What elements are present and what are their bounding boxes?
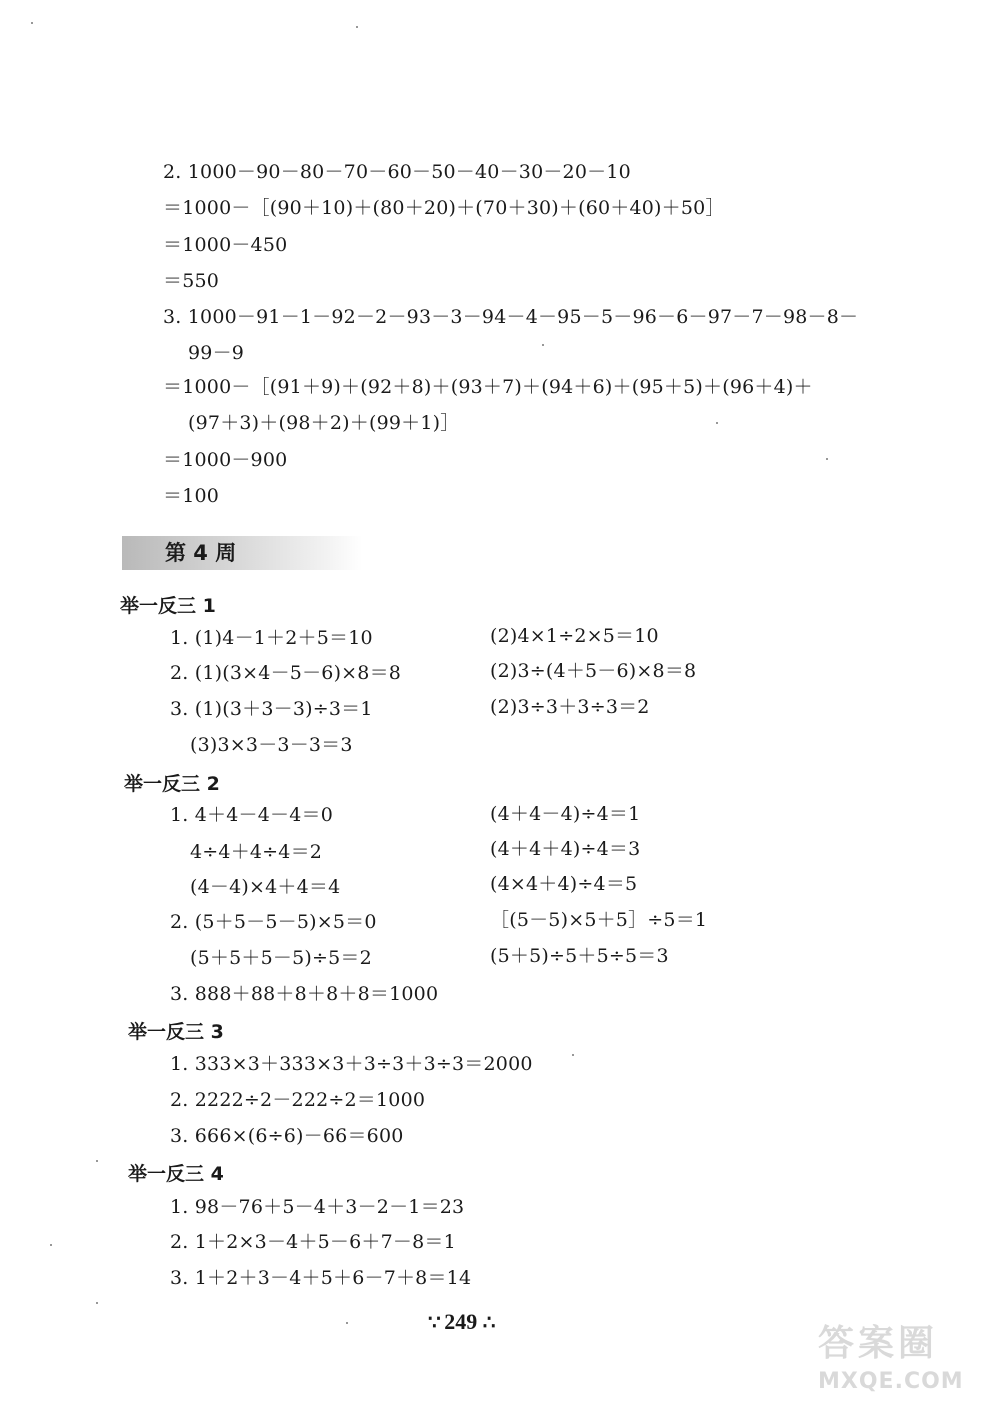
answer-line: 4÷4＋4÷4＝2 — [190, 841, 323, 863]
calc-line: ＝1000－900 — [163, 449, 288, 471]
dots-decoration: ∵ — [428, 1312, 439, 1334]
answer-line: (4＋4＋4)÷4＝3 — [490, 838, 641, 860]
watermark-logo — [818, 1322, 994, 1402]
answer-line: (3)3×3－3－3＝3 — [190, 734, 353, 756]
answer-line: 2. (1)(3×4－5－6)×8＝8 — [170, 662, 402, 684]
answer-line: ［(5－5)×5＋5］÷5＝1 — [490, 909, 708, 931]
scan-speck — [96, 1160, 98, 1162]
scan-speck — [31, 22, 33, 24]
answer-line: 3. 1＋2＋3－4＋5＋6－7＋8＝14 — [170, 1267, 472, 1289]
answer-line: 3. 666×(6÷6)－66＝600 — [170, 1125, 404, 1147]
scan-speck — [50, 1244, 52, 1246]
calc-line: ＝1000－［(90＋10)＋(80＋20)＋(70＋30)＋(60＋40)＋50］ — [163, 197, 725, 219]
calc-line: 99－9 — [188, 342, 245, 364]
answer-line: (2)3÷3＋3÷3＝2 — [490, 696, 650, 718]
answer-line: (5＋5)÷5＋5÷5＝3 — [490, 945, 669, 967]
answer-line: 1. 333×3＋333×3＋3÷3＋3÷3＝2000 — [170, 1053, 533, 1075]
answer-line: (2)3÷(4＋5－6)×8＝8 — [490, 660, 697, 682]
answer-line: (5＋5＋5－5)÷5＝2 — [190, 947, 372, 969]
scan-speck — [572, 1054, 574, 1056]
calc-line: 3. 1000－91－1－92－2－93－3－94－4－95－5－96－6－97－7－98－8－ — [163, 306, 859, 328]
week-banner — [122, 536, 362, 570]
calc-line: ＝550 — [163, 270, 220, 292]
answer-line: (4＋4－4)÷4＝1 — [490, 803, 641, 825]
dots-decoration: ∴ — [482, 1312, 494, 1334]
watermark-text: 答案圈 — [818, 1323, 939, 1364]
answer-line: 3. (1)(3＋3－3)÷3＝1 — [170, 698, 373, 720]
watermark-url: MXQE.COM — [818, 1369, 964, 1394]
calc-line: ＝1000－［(91＋9)＋(92＋8)＋(93＋7)＋(94＋6)＋(95＋5)＋(96＋4)＋ — [163, 376, 813, 398]
answer-line: 3. 888＋88＋8＋8＋8＝1000 — [170, 983, 439, 1005]
answer-line: 1. 98－76＋5－4＋3－2－1＝23 — [170, 1196, 465, 1218]
answer-line: 1. (1)4－1＋2＋5＝10 — [170, 627, 373, 649]
scan-speck — [716, 422, 718, 424]
section-title: 举一反三 1 — [120, 595, 216, 617]
answer-line: (4－4)×4＋4＝4 — [190, 876, 341, 898]
calc-line: ＝100 — [163, 485, 220, 507]
scan-speck — [356, 26, 358, 28]
answer-line: 1. 4＋4－4－4＝0 — [170, 804, 334, 826]
scan-speck — [96, 1302, 98, 1304]
answer-line: 2. 2222÷2－222÷2＝1000 — [170, 1089, 426, 1111]
page-number-value: 249 — [444, 1309, 478, 1334]
calc-line: 2. 1000－90－80－70－60－50－40－30－20－10 — [163, 161, 631, 183]
week-title: 第 4 周 — [165, 541, 237, 565]
answer-line: 2. 1＋2×3－4＋5－6＋7－8＝1 — [170, 1231, 456, 1253]
section-title: 举一反三 2 — [124, 773, 220, 795]
section-title: 举一反三 3 — [128, 1021, 224, 1043]
section-title: 举一反三 4 — [128, 1163, 224, 1185]
calc-line: (97＋3)＋(98＋2)＋(99＋1)］ — [188, 412, 460, 434]
calc-line: ＝1000－450 — [163, 234, 288, 256]
scan-speck — [542, 344, 544, 346]
answer-line: 2. (5＋5－5－5)×5＝0 — [170, 911, 377, 933]
answer-line: (4×4＋4)÷4＝5 — [490, 873, 638, 895]
answer-line: (2)4×1÷2×5＝10 — [490, 625, 659, 647]
scan-speck — [346, 1322, 348, 1324]
scan-speck — [826, 458, 828, 460]
page-number — [428, 1308, 493, 1337]
